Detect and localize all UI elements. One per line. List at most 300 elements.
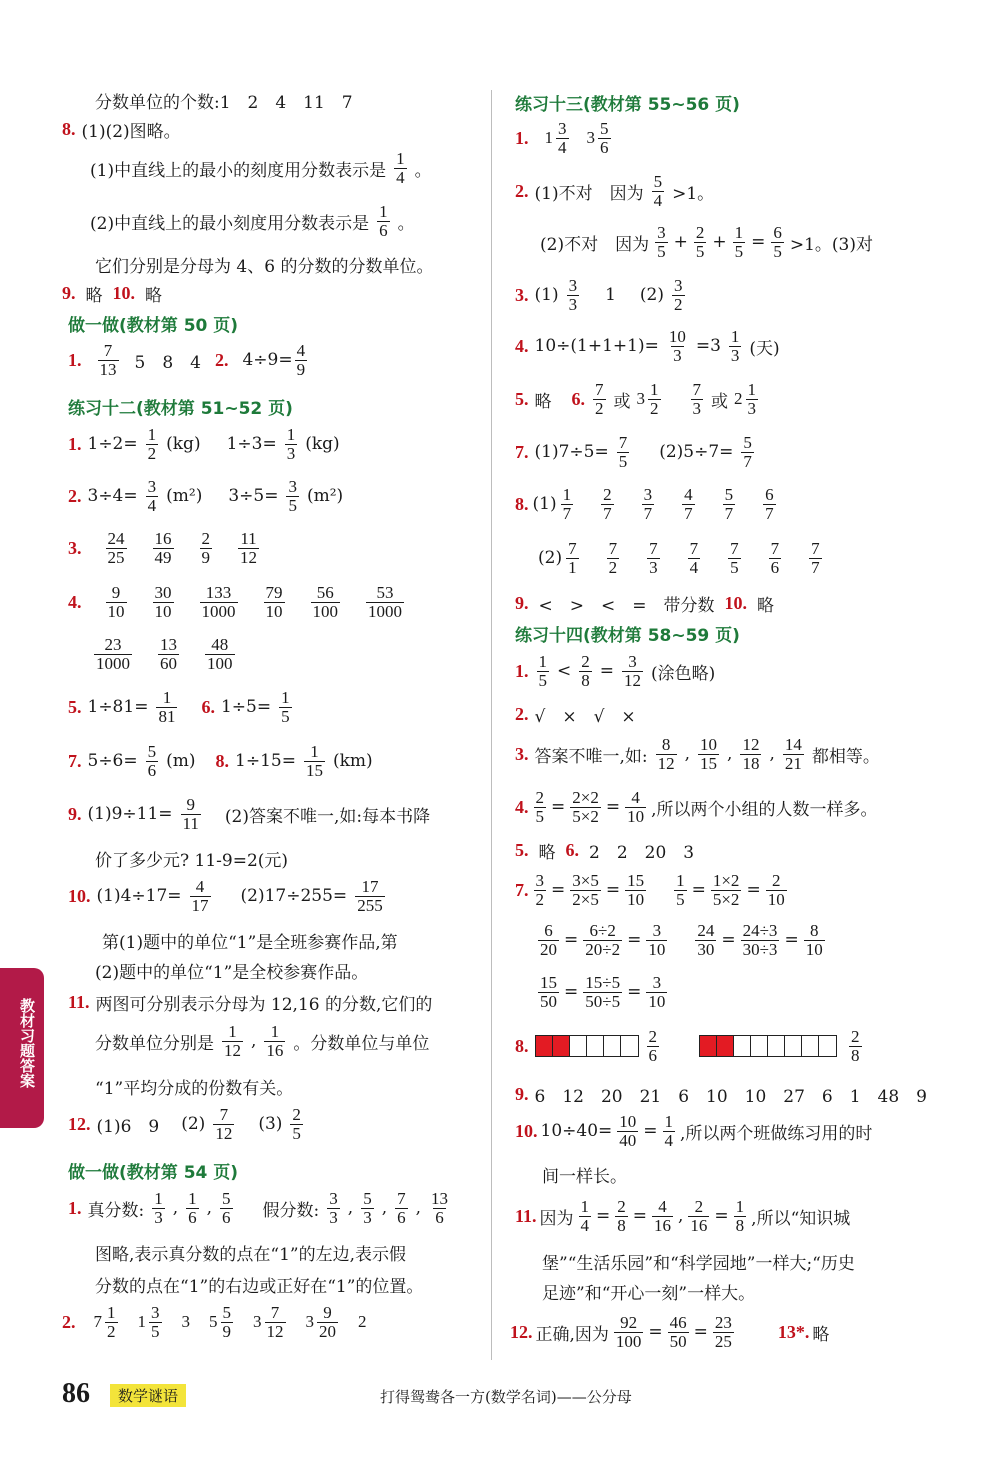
r4-number: 4. bbox=[515, 335, 529, 356]
r7-a: (1)7÷5= bbox=[534, 442, 609, 463]
q8a-line bbox=[90, 150, 432, 187]
r6-mixed: 2 $\frac{1}{3}$ bbox=[734, 380, 756, 418]
r3-c: (2) bbox=[639, 285, 665, 306]
e10-number: 10. bbox=[515, 1120, 538, 1141]
r8-fraction: $\frac{5}{7}$ bbox=[724, 485, 734, 523]
r3-c-fraction: $\frac{3}{2}$ bbox=[674, 276, 683, 314]
e7-fraction: $\frac{6}{20}$ bbox=[540, 921, 557, 959]
r7-line bbox=[515, 434, 756, 471]
section-heading-54: 做一做(教材第 54 页) bbox=[68, 1163, 239, 1183]
r8b-fraction: $\frac{7}{3}$ bbox=[649, 539, 658, 577]
p2-b-unit: (m²) bbox=[306, 486, 344, 507]
p1-a-unit: (kg) bbox=[166, 434, 201, 455]
r2-number: 2. bbox=[515, 180, 529, 201]
p4-fraction: $\frac{13}{60}$ bbox=[160, 635, 177, 673]
q10-answer: 略 bbox=[145, 286, 162, 306]
r2b-fraction: $\frac{6}{5}$ bbox=[773, 223, 782, 261]
q8c-line: 它们分别是分母为 4、6 的分数的分数单位。 bbox=[95, 257, 434, 277]
q8a-fraction: $\frac{1}{4}$ bbox=[396, 149, 405, 187]
z2-whole: 3 bbox=[181, 1312, 190, 1332]
e3-line: 3. 答案不唯一,如: $\frac{8}{12}$ , $\frac{10}{15}$ , $\frac{12}{18}$ , $\frac{14}{21}$ 都相等。 bbox=[515, 735, 880, 773]
e3-fraction: $\frac{10}{15}$ bbox=[700, 735, 718, 773]
riddle-tag: 数学谜语 bbox=[110, 1384, 186, 1407]
p10-line bbox=[68, 878, 387, 915]
p6-fraction: $\frac{1}{5}$ bbox=[281, 688, 290, 726]
z2-whole: 2 bbox=[358, 1312, 367, 1332]
e3-fraction: $\frac{8}{12}$ bbox=[657, 735, 675, 773]
fraction-bar-sixths bbox=[535, 1035, 639, 1057]
section-heading-58-59: 练习十四(教材第 58~59 页) bbox=[515, 626, 740, 646]
r2b-line: (2)不对 因为 $\frac{3}{5}$ + $\frac{2}{5}$ + $\frac{1}{5}$ = $\frac{6}{5}$ >1。(3)对 bbox=[540, 223, 873, 261]
r6-number: 6. bbox=[571, 388, 585, 409]
e4-line: 4. $\frac{2}{5}$ = $\frac{2\times 2}{5\times 2}$ = $\frac{4}{10}$ ,所以两个小组的人数一样多。 bbox=[515, 788, 878, 826]
p9-b: (2)答案不唯一,如:每本书降 bbox=[224, 806, 431, 827]
r4-fraction: $\frac{10}{3}$ bbox=[668, 327, 686, 365]
z2-mixed: 7 $\frac{1}{2}$ bbox=[93, 1303, 116, 1341]
z1-proper-label: 真分数: bbox=[87, 1200, 145, 1221]
q8b-end: 。 bbox=[397, 213, 415, 234]
p4-fraction: $\frac{79}{10}$ bbox=[265, 583, 283, 621]
p7-line bbox=[68, 743, 373, 780]
p11-number: 11. bbox=[68, 992, 90, 1012]
p11-line-3: “1”平均分成的份数有关。 bbox=[95, 1079, 294, 1099]
z2-number: 2. bbox=[62, 1311, 76, 1332]
bar-cell-empty bbox=[734, 1036, 751, 1056]
p2-a: 3÷4= bbox=[87, 486, 138, 507]
e12-fraction: $\frac{92}{100}$ bbox=[615, 1313, 642, 1351]
p4-fraction: $\frac{56}{100}$ bbox=[312, 583, 338, 621]
e7-fraction: $\frac{3\times 5}{2\times 5}$ bbox=[572, 871, 599, 909]
e7-line-3: $\frac{15}{50}$ = $\frac{15\div 5}{50\div 5}$ = $\frac{3}{10}$ bbox=[540, 973, 666, 1011]
z1-improper-label: 假分数: bbox=[262, 1200, 320, 1221]
r3-line bbox=[515, 277, 687, 314]
e3-number: 3. bbox=[515, 743, 529, 764]
p1-b-fraction: $\frac{1}{3}$ bbox=[286, 425, 296, 463]
e8-number: 8. bbox=[515, 1035, 529, 1056]
e7-fraction: $\frac{15}{50}$ bbox=[540, 973, 557, 1011]
e1-line: 1. $\frac{1}{5}$ < $\frac{2}{8}$ = $\frac{3}{12}$ (涂色略) bbox=[515, 652, 716, 690]
r4-text: 10÷(1+1+1)= bbox=[534, 336, 659, 357]
s1-q1-line bbox=[68, 342, 309, 379]
e12-line: 12. 正确,因为 $\frac{92}{100}$ = $\frac{46}{50}$ = $\frac{23}{25}$ 13*. 略 bbox=[510, 1313, 830, 1351]
s1-q1-number: 1. bbox=[68, 349, 82, 370]
z1-improper-fraction: $\frac{5}{3}$ bbox=[363, 1189, 372, 1227]
bar-cell-empty bbox=[604, 1036, 621, 1056]
p2-b-fraction: $\frac{3}{5}$ bbox=[288, 477, 297, 515]
r2b-fraction: $\frac{2}{5}$ bbox=[695, 223, 705, 261]
bar-cell-empty bbox=[751, 1036, 768, 1056]
e11-fraction: $\frac{2}{16}$ bbox=[690, 1197, 708, 1235]
r8b-a: (2) bbox=[538, 548, 563, 569]
bar-cell-empty bbox=[819, 1036, 836, 1056]
e11-number: 11. bbox=[515, 1205, 537, 1226]
q9-answer: 略 bbox=[85, 286, 103, 306]
r4-text-2: =3 bbox=[695, 336, 721, 357]
r2b-fraction: $\frac{1}{5}$ bbox=[734, 223, 744, 261]
p12-number: 12. bbox=[68, 1113, 91, 1134]
e2-number: 2. bbox=[515, 704, 529, 724]
r1-number: 1. bbox=[515, 127, 529, 148]
r3-number: 3. bbox=[515, 284, 529, 305]
r6-or: 或 bbox=[613, 391, 631, 412]
p12-a: (1)6 9 bbox=[96, 1116, 160, 1137]
p2-line bbox=[68, 478, 343, 515]
s1-q2-number: 2. bbox=[214, 349, 229, 370]
e7-fraction: $\frac{24\div 3}{30\div 3}$ bbox=[742, 921, 778, 959]
r7-number: 7. bbox=[515, 441, 529, 462]
q8-line bbox=[62, 117, 181, 142]
s1-q1-values: 5 8 4 bbox=[134, 352, 201, 373]
e10-text: 10÷40= bbox=[540, 1121, 613, 1142]
z1-line-3: 分数的点在“1”的右边或正好在“1”的位置。 bbox=[95, 1277, 424, 1297]
r7-a-fraction: $\frac{7}{5}$ bbox=[618, 433, 628, 471]
e10-text-2: ,所以两个班做练习用的时 bbox=[680, 1123, 873, 1144]
p1-line bbox=[68, 426, 340, 463]
e12-text: 正确,因为 bbox=[535, 1324, 609, 1345]
bar-cell-filled bbox=[700, 1036, 717, 1056]
e7-fraction: $\frac{6\div 2}{20\div 2}$ bbox=[585, 921, 621, 959]
e4-text: ,所以两个小组的人数一样多。 bbox=[651, 799, 878, 820]
p7-number: 7. bbox=[68, 750, 82, 771]
p8-unit: (km) bbox=[332, 751, 373, 772]
r8b-fraction: $\frac{7}{4}$ bbox=[689, 539, 699, 577]
p10-a: (1)4÷17= bbox=[96, 886, 182, 907]
e11-text-2: ,所以“知识城 bbox=[751, 1208, 851, 1229]
e2-line bbox=[515, 702, 636, 727]
e4-fraction: $\frac{4}{10}$ bbox=[627, 788, 645, 826]
p5-line bbox=[68, 689, 294, 726]
e7-fraction: $\frac{24}{30}$ bbox=[697, 921, 715, 959]
p4-number: 4. bbox=[68, 591, 82, 612]
bar-cell-empty bbox=[785, 1036, 802, 1056]
p4-fraction: $\frac{53}{1000}$ bbox=[368, 583, 402, 621]
p4-line-2 bbox=[92, 636, 237, 673]
bar-cell-empty bbox=[587, 1036, 604, 1056]
z1-improper-fraction: $\frac{3}{3}$ bbox=[329, 1189, 338, 1227]
e11-line-2: 堡”“生活乐园”和“科学园地”一样大;“历史 bbox=[542, 1254, 855, 1274]
r3-b: 1 bbox=[605, 285, 616, 306]
e12-fraction: $\frac{23}{25}$ bbox=[714, 1313, 732, 1351]
p4-line bbox=[68, 584, 406, 621]
r8b-fraction: $\frac{7}{2}$ bbox=[608, 539, 618, 577]
p11-text-3: 。分数单位与单位 bbox=[293, 1033, 430, 1054]
r8b-fraction: $\frac{7}{6}$ bbox=[770, 539, 780, 577]
bar-cell-empty bbox=[570, 1036, 587, 1056]
e7-fraction: $\frac{8}{10}$ bbox=[805, 921, 823, 959]
r2b-text: (2)不对 因为 bbox=[540, 234, 650, 255]
p10-line-2: 第(1)题中的单位“1”是全班参赛作品,第 bbox=[102, 933, 398, 953]
p3-fraction: $\frac{16}{49}$ bbox=[154, 529, 172, 567]
r4-unit: (天) bbox=[749, 338, 780, 359]
e11-fraction: $\frac{1}{4}$ bbox=[580, 1197, 590, 1235]
e7-number: 7. bbox=[515, 879, 529, 900]
s1-q2-fraction: $\frac{4}{9}$ bbox=[296, 341, 306, 379]
r9-line bbox=[515, 591, 774, 616]
z2-mixed: 5 $\frac{5}{9}$ bbox=[209, 1303, 231, 1341]
p3-fraction: $\frac{11}{12}$ bbox=[240, 529, 257, 567]
q9-number: 9. bbox=[62, 283, 76, 303]
r8-fraction: $\frac{3}{7}$ bbox=[643, 485, 653, 523]
s1-q1-fraction: $\frac{7}{13}$ bbox=[99, 341, 117, 379]
p9-line-2: 价了多少元? 11-9=2(元) bbox=[95, 851, 289, 871]
q8a-text: (1)中直线上的最小的刻度用分数表示是 bbox=[90, 160, 387, 181]
p12-c-fraction: $\frac{2}{5}$ bbox=[292, 1105, 301, 1143]
e11-fraction: $\frac{1}{8}$ bbox=[735, 1197, 745, 1235]
r6-or: 或 bbox=[711, 391, 728, 412]
section-heading-50: 做一做(教材第 50 页) bbox=[68, 316, 239, 336]
r4-line bbox=[515, 328, 780, 365]
r8-fraction: $\frac{2}{7}$ bbox=[603, 485, 612, 523]
r10-number: 10. bbox=[724, 593, 747, 613]
q8b-line bbox=[90, 203, 415, 240]
e4-fraction: $\frac{2}{5}$ bbox=[535, 788, 544, 826]
r8-fraction: $\frac{6}{7}$ bbox=[765, 485, 774, 523]
p4-fraction: $\frac{23}{1000}$ bbox=[96, 635, 130, 673]
bar-cell-filled bbox=[717, 1036, 734, 1056]
e12-number: 12. bbox=[510, 1321, 533, 1342]
z1-number: 1. bbox=[68, 1197, 82, 1218]
r8-fraction: $\frac{1}{7}$ bbox=[562, 485, 572, 523]
e6-number: 6. bbox=[565, 840, 579, 860]
r8-a: (1) bbox=[532, 494, 557, 515]
p1-number: 1. bbox=[68, 433, 82, 454]
r9-answer: < > < = 带分数 bbox=[538, 596, 715, 616]
e8-line bbox=[515, 1028, 864, 1065]
bar-cell-empty bbox=[621, 1036, 638, 1056]
p12-b: (2) bbox=[181, 1114, 206, 1135]
e7-fraction: $\frac{1}{5}$ bbox=[676, 871, 685, 909]
bar-cell-filled bbox=[553, 1036, 570, 1056]
p8-number: 8. bbox=[215, 750, 230, 771]
e6-answer: 2 2 20 3 bbox=[589, 843, 695, 863]
e3-fraction: $\frac{12}{18}$ bbox=[742, 735, 760, 773]
z1-proper-fraction: $\frac{1}{6}$ bbox=[188, 1189, 197, 1227]
e7-fraction: $\frac{3}{2}$ bbox=[535, 871, 544, 909]
q8b-fraction: $\frac{1}{6}$ bbox=[379, 202, 388, 240]
p10-a-fraction: $\frac{4}{17}$ bbox=[191, 877, 209, 915]
r2b-fraction: $\frac{3}{5}$ bbox=[657, 223, 666, 261]
r5-number: 5. bbox=[515, 388, 529, 409]
e7-fraction: $\frac{1\times 2}{5\times 2}$ bbox=[712, 871, 740, 909]
column-divider bbox=[491, 90, 492, 1360]
p11-line bbox=[68, 990, 432, 1015]
p3-line bbox=[68, 530, 261, 567]
p3-fraction: $\frac{24}{25}$ bbox=[107, 529, 125, 567]
bar-cell-empty bbox=[802, 1036, 819, 1056]
e5-number: 5. bbox=[515, 840, 529, 860]
e10-line-2: 间一样长。 bbox=[542, 1167, 627, 1187]
p1-a: 1÷2= bbox=[87, 434, 138, 455]
fraction-bar-eighths bbox=[699, 1035, 837, 1057]
p9-a: (1)9÷11= bbox=[87, 804, 173, 825]
p10-b-fraction: $\frac{17}{255}$ bbox=[357, 877, 383, 915]
e4-fraction: $\frac{2\times 2}{5\times 2}$ bbox=[572, 788, 599, 826]
bar-cell-empty bbox=[768, 1036, 785, 1056]
p10-line-3: (2)题中的单位“1”是全校参赛作品。 bbox=[95, 963, 369, 983]
p5-fraction: $\frac{1}{81}$ bbox=[158, 688, 176, 726]
e1-fraction: $\frac{3}{12}$ bbox=[624, 652, 641, 690]
p10-number: 10. bbox=[68, 885, 91, 906]
r8-fraction: $\frac{4}{7}$ bbox=[684, 485, 693, 523]
e5-answer: 略 bbox=[538, 843, 556, 863]
r1-mixed: 3 $\frac{5}{6}$ bbox=[586, 119, 609, 157]
z1-improper-fraction: $\frac{13}{6}$ bbox=[431, 1189, 448, 1227]
r2b-text-2: >1。(3)对 bbox=[789, 234, 873, 255]
p8-b: 1÷15= bbox=[235, 751, 296, 772]
p11-line-2 bbox=[95, 1023, 429, 1060]
p12-line bbox=[68, 1106, 305, 1143]
p6-b: 1÷5= bbox=[220, 697, 272, 718]
p11-sep: , bbox=[251, 1031, 257, 1052]
s1-q2-text: 4÷9= bbox=[242, 350, 293, 371]
q8a-end: 。 bbox=[414, 160, 432, 181]
z1-line: 1. 真分数: $\frac{1}{3}$ , $\frac{1}{6}$ , $\frac{5}{6}$ 假分数: $\frac{3}{3}$ , $\frac{5}{3}$ , $\frac{7}{6}$ , $\frac{13}{6}$ bbox=[68, 1189, 448, 1227]
p7-a: 5÷6= bbox=[87, 751, 138, 772]
z2-mixed: 3 $\frac{7}{12}$ bbox=[253, 1303, 284, 1341]
e7-fraction: $\frac{15\div 5}{50\div 5}$ bbox=[585, 973, 621, 1011]
e5-line bbox=[515, 838, 694, 863]
side-tab-answers bbox=[0, 968, 44, 1128]
r9-number: 9. bbox=[515, 593, 529, 613]
e1-note: (涂色略) bbox=[651, 663, 716, 684]
r8b-fraction: $\frac{7}{1}$ bbox=[568, 539, 577, 577]
p5-a: 1÷81= bbox=[87, 697, 149, 718]
p5-number: 5. bbox=[68, 696, 82, 717]
p11-text: 两图可分别表示分母为 12,16 的分数,它们的 bbox=[95, 995, 433, 1015]
e11-text: 因为 bbox=[539, 1208, 574, 1229]
r2-text-2: >1。 bbox=[672, 183, 715, 204]
r7-b: (2)5÷7= bbox=[659, 442, 734, 463]
r8b-fraction: $\frac{7}{7}$ bbox=[811, 539, 820, 577]
z1-proper-fraction: $\frac{5}{6}$ bbox=[222, 1189, 231, 1227]
p7-unit: (m) bbox=[166, 751, 196, 772]
r8-line bbox=[515, 486, 778, 523]
q8-text: (1)(2)图略。 bbox=[81, 122, 181, 142]
p7-fraction: $\frac{5}{6}$ bbox=[147, 742, 157, 780]
r6-fraction: $\frac{7}{3}$ bbox=[692, 380, 701, 418]
r8-number: 8. bbox=[515, 493, 529, 514]
z1-line-2: 图略,表示真分数的点在“1”的左边,表示假 bbox=[95, 1245, 407, 1265]
bar-cell-filled bbox=[536, 1036, 553, 1056]
q10-number: 10. bbox=[112, 283, 135, 303]
e11-fraction: $\frac{4}{16}$ bbox=[654, 1197, 672, 1235]
section-heading-55-56: 练习十三(教材第 55~56 页) bbox=[515, 95, 740, 115]
p1-b-unit: (kg) bbox=[305, 434, 340, 455]
q8b-text: (2)中直线上的最小刻度用分数表示是 bbox=[90, 213, 370, 234]
z2-mixed: 1 $\frac{3}{5}$ bbox=[137, 1303, 160, 1341]
p11-fraction: $\frac{1}{16}$ bbox=[266, 1022, 284, 1060]
r3-a: (1) bbox=[534, 285, 559, 306]
r2-text: (1)不对 因为 bbox=[534, 183, 644, 204]
p4-fraction: $\frac{9}{10}$ bbox=[107, 583, 125, 621]
p2-a-unit: (m²) bbox=[166, 486, 203, 507]
z2-mixed: 3 $\frac{9}{20}$ bbox=[305, 1303, 336, 1341]
p4-fraction: $\frac{48}{100}$ bbox=[207, 635, 233, 673]
e9-number: 9. bbox=[515, 1084, 529, 1104]
r7-b-fraction: $\frac{5}{7}$ bbox=[743, 433, 752, 471]
r8b-line bbox=[538, 540, 824, 577]
riddle-text: 打得鸳鸯各一方(数学名词)——公分母 bbox=[380, 1388, 632, 1406]
r10-answer: 略 bbox=[756, 596, 774, 616]
p6-number: 6. bbox=[201, 696, 215, 717]
section-heading-51-52: 练习十二(教材第 51~52 页) bbox=[68, 399, 293, 419]
e7-line: 7. $\frac{3}{2}$ = $\frac{3\times 5}{2\times 5}$ = $\frac{15}{10}$ $\frac{1}{5}$ = $\frac{1\times 2}{5\times 2}$ = $\frac{2}{10}$ bbox=[515, 871, 785, 909]
e8-fraction: $\frac{2}{8}$ bbox=[851, 1027, 860, 1065]
z2-line bbox=[62, 1304, 368, 1341]
e12-fraction: $\frac{46}{50}$ bbox=[669, 1313, 687, 1351]
e8-fraction: $\frac{2}{6}$ bbox=[648, 1027, 657, 1065]
e9-line bbox=[515, 1082, 927, 1107]
p2-b: 3÷5= bbox=[228, 486, 279, 507]
p4-fraction: $\frac{133}{1000}$ bbox=[201, 583, 236, 621]
p9-fraction: $\frac{9}{11}$ bbox=[182, 795, 199, 833]
p12-c: (3) bbox=[258, 1114, 283, 1135]
r5-line bbox=[515, 381, 760, 418]
e1-fraction: $\frac{1}{5}$ bbox=[538, 652, 547, 690]
r1-mixed: 1 $\frac{3}{4}$ bbox=[544, 119, 567, 157]
r8b-fraction: $\frac{7}{5}$ bbox=[730, 539, 739, 577]
p9-number: 9. bbox=[68, 803, 82, 824]
e11-line-3: 足迹”和“开心一刻”一样大。 bbox=[542, 1284, 756, 1304]
e10-line: 10. 10÷40= $\frac{10}{40}$ = $\frac{1}{4}$ ,所以两个班做练习用的时 bbox=[515, 1112, 873, 1150]
r5-answer: 略 bbox=[534, 391, 552, 412]
e10-fraction: $\frac{1}{4}$ bbox=[664, 1112, 674, 1150]
side-tab-label: 教材习题答案 bbox=[18, 998, 36, 1088]
p11-text-2: 分数单位分别是 bbox=[95, 1033, 214, 1054]
p11-fraction: $\frac{1}{12}$ bbox=[224, 1022, 241, 1060]
q9-line bbox=[62, 281, 162, 306]
e13-number: 13*. bbox=[777, 1321, 810, 1342]
p9-line bbox=[68, 796, 430, 833]
p12-b-fraction: $\frac{7}{12}$ bbox=[215, 1105, 233, 1143]
r6-mixed: 3 $\frac{1}{2}$ bbox=[636, 380, 659, 418]
e3-text-2: 都相等。 bbox=[811, 746, 880, 767]
e11-fraction: $\frac{2}{8}$ bbox=[617, 1197, 626, 1235]
e3-fraction: $\frac{14}{21}$ bbox=[784, 735, 802, 773]
unit-count-line: 分数单位的个数:1 2 4 11 7 bbox=[95, 93, 353, 113]
r4-fraction-2: $\frac{1}{3}$ bbox=[730, 327, 740, 365]
p10-b: (2)17÷255= bbox=[240, 886, 348, 907]
e7-fraction: $\frac{2}{10}$ bbox=[767, 871, 785, 909]
e2-answer: √ × √ × bbox=[534, 707, 636, 727]
e1-number: 1. bbox=[515, 660, 529, 681]
r3-a-fraction: $\frac{3}{3}$ bbox=[568, 276, 578, 314]
p4-fraction: $\frac{30}{10}$ bbox=[154, 583, 172, 621]
r2-fraction: $\frac{5}{4}$ bbox=[653, 172, 663, 210]
r1-line bbox=[515, 120, 613, 157]
e11-line: 11. 因为 $\frac{1}{4}$ = $\frac{2}{8}$ = $\frac{4}{16}$ , $\frac{2}{16}$ = $\frac{1}{8}$ ,所以“知识城 bbox=[515, 1197, 851, 1235]
e7-fraction: $\frac{15}{10}$ bbox=[627, 871, 645, 909]
q8-number: 8. bbox=[62, 119, 76, 139]
e7-fraction: $\frac{3}{10}$ bbox=[648, 921, 666, 959]
e1-fraction: $\frac{2}{8}$ bbox=[581, 652, 590, 690]
e10-fraction: $\frac{10}{40}$ bbox=[619, 1112, 637, 1150]
z1-improper-fraction: $\frac{7}{6}$ bbox=[397, 1189, 406, 1227]
p1-a-fraction: $\frac{1}{2}$ bbox=[147, 425, 157, 463]
r2-line bbox=[515, 173, 714, 210]
p1-b: 1÷3= bbox=[226, 434, 277, 455]
e4-number: 4. bbox=[515, 796, 529, 817]
e13-answer: 略 bbox=[812, 1324, 830, 1345]
p3-fraction: $\frac{2}{9}$ bbox=[201, 529, 210, 567]
p3-number: 3. bbox=[68, 537, 82, 558]
p8-fraction: $\frac{1}{15}$ bbox=[305, 742, 323, 780]
page-number: 86 bbox=[62, 1378, 90, 1409]
p2-number: 2. bbox=[68, 485, 82, 506]
e3-text: 答案不唯一,如: bbox=[534, 746, 648, 767]
e7-line-2: $\frac{6}{20}$ = $\frac{6\div 2}{20\div 2}$ = $\frac{3}{10}$ $\frac{24}{30}$ = $\frac{24\div 3}{30\div 3}$ = $\frac{8}{10}$ bbox=[540, 921, 823, 959]
e9-answer: 6 12 20 21 6 10 10 27 6 1 48 9 bbox=[534, 1087, 928, 1107]
